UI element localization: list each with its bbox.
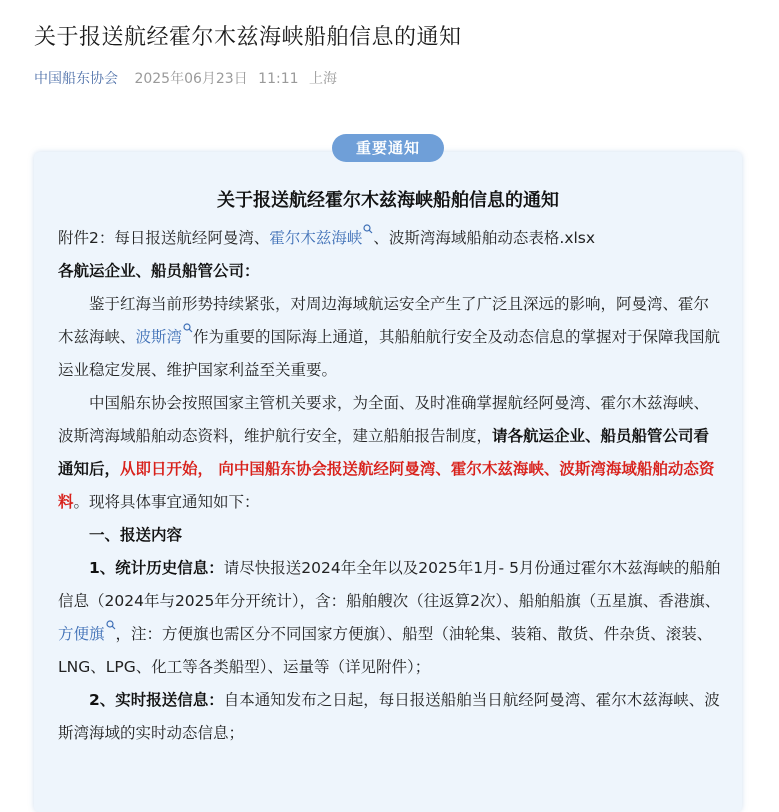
important-notice-badge: 重要通知: [332, 134, 444, 162]
search-icon[interactable]: [183, 323, 193, 333]
article-meta: [34, 68, 343, 88]
addressee: 各航运企业、船员船管公司：: [58, 262, 260, 280]
item-1: 1、统计历史信息：请尽快报送2024年全年以及2025年1月- 5月份通过霍尔木兹海峡的船舶信息（2024年与2025年分开统计），含：船舶艘次（往返算2次）、船舶船旗（五星旗、香港旗、方便旗 ，注：方便旗也需区分不同国家方便旗）、船型（油轮集、装箱、散货、件杂货、滚装、LNG、LPG、化工等各类船型）、运量等（详见附件）；: [58, 559, 721, 676]
publish-date: 2025年06月23日: [134, 71, 248, 87]
item-2: 2、实时报送信息：自本通知发布之日起，每日报送船舶当日航经阿曼湾、霍尔木兹海峡、波斯湾海域的实时动态信息；: [58, 691, 720, 742]
keyword-link-flag-of-convenience[interactable]: 方便旗: [58, 625, 105, 643]
publish-time: 11:11: [258, 71, 299, 87]
publish-location: 上海: [308, 71, 337, 87]
paragraph-1: 鉴于红海当前形势持续紧张，对周边海域航运安全产生了广泛且深远的影响，阿曼湾、霍尔木兹海峡、波斯湾 作为重要的国际海上通道，其船舶航行安全及动态信息的掌握对于保障我国航运业稳定发展、维护国家利益至关重要。: [58, 295, 721, 379]
keyword-link-hormuz[interactable]: 霍尔木兹海峡: [269, 229, 363, 247]
paragraph-2: 中国船东协会按照国家主管机关要求，为全面、及时准确掌握航经阿曼湾、霍尔木兹海峡、波斯湾海域船舶动态资料，维护航行安全，建立船舶报告制度，请各航运企业、船员船管公司看通知后，从即日开始， 向中国船东协会报送航经阿曼湾、霍尔木兹海峡、波斯湾海域船舶动态资料。现将具体事宜通知如下：: [58, 394, 715, 511]
search-icon[interactable]: [363, 224, 373, 234]
source-link[interactable]: 中国船东协会: [34, 71, 118, 87]
notice-title: 关于报送航经霍尔木兹海峡船舶信息的通知: [217, 190, 559, 211]
notice-content: [58, 222, 723, 750]
section-heading-1: 一、报送内容: [89, 526, 183, 544]
keyword-link-persian-gulf[interactable]: 波斯湾: [135, 328, 183, 346]
attachment-line: 附件2：每日报送航经阿曼湾、霍尔木兹海峡 、波斯湾海域船舶动态表格.xlsx: [58, 222, 723, 255]
article-title: 关于报送航经霍尔木兹海峡船舶信息的通知: [34, 25, 462, 50]
search-icon[interactable]: [106, 620, 116, 630]
